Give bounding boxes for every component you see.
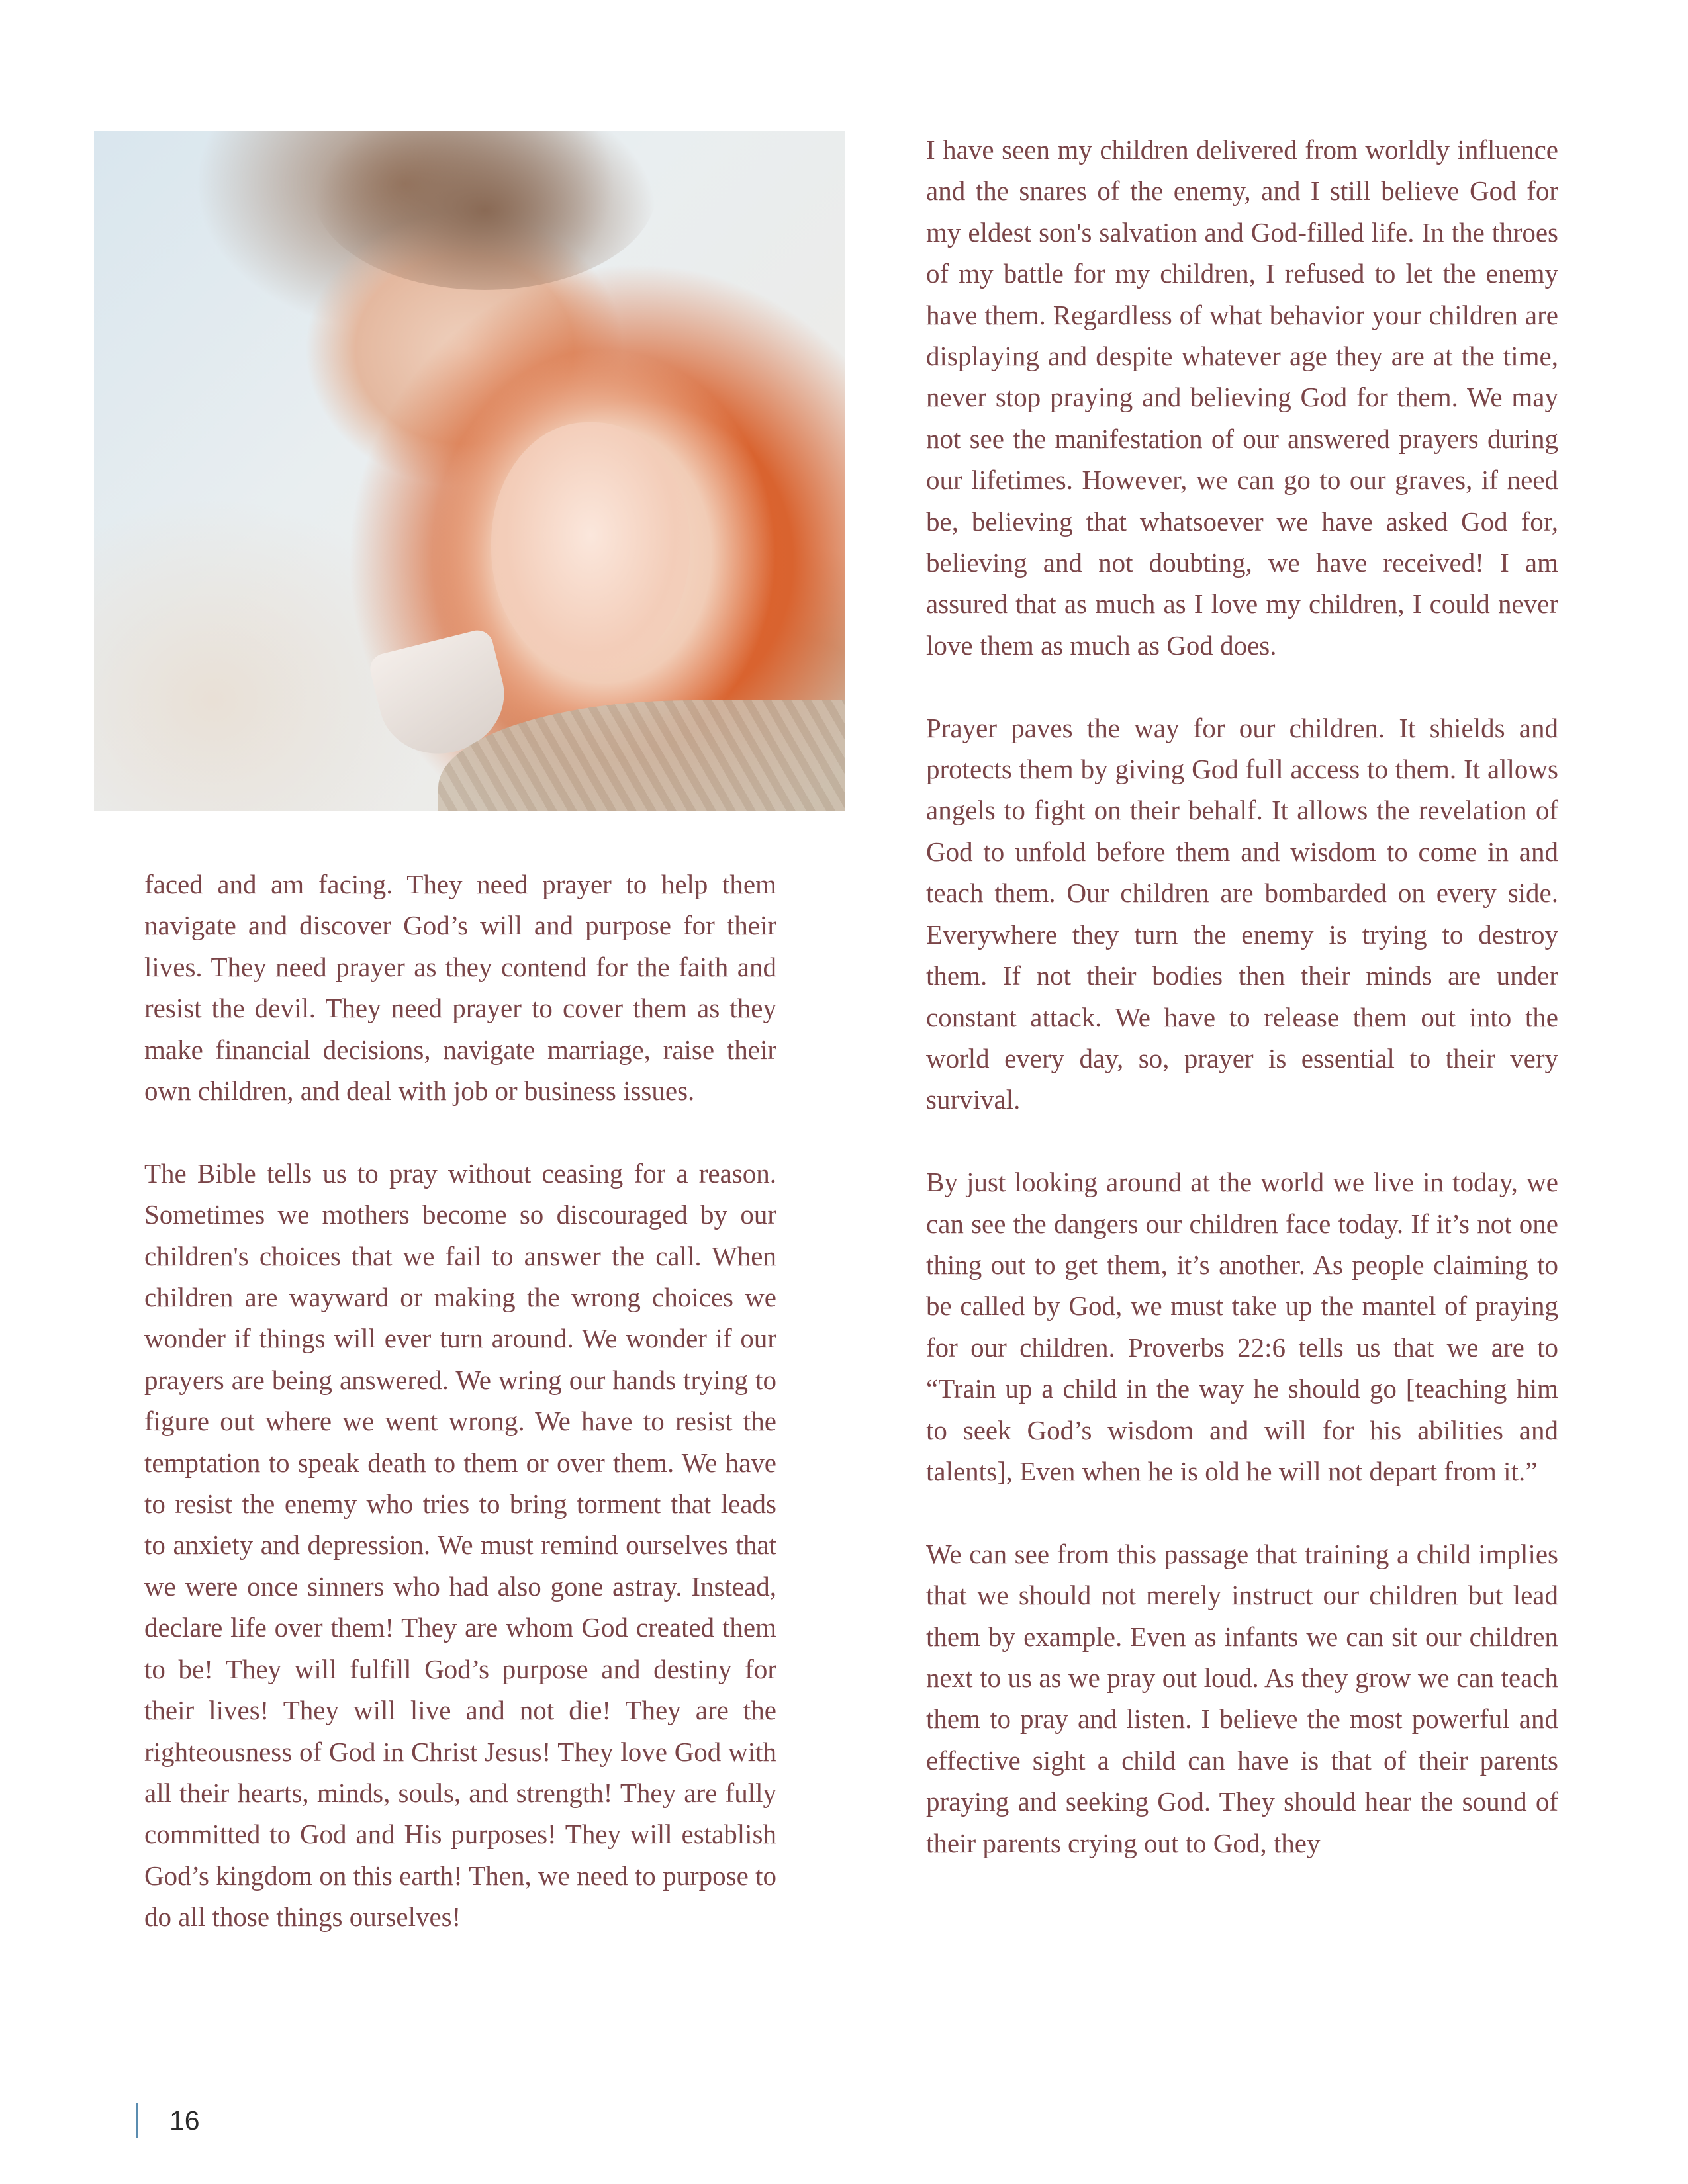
right-paragraph-1: I have seen my children delivered from worldly influence and the snares of the enemy, and I still believe God for my eldest son's salvation and God-filled life. In the throes of my battle for my children, I refused to let the enemy have them. Regardless of what behavior your children are displaying and despite whatever age they are at the time, never stop praying and believing God for them. We may not see the manifestation of our answered prayers during our lifetimes. However, we can go to our graves, if need be, believing that whatsoever we have asked God for, believing and not doubting, we have received! I am assured that as much as I love my children, I could never love them as much as God does. (926, 134, 1558, 660)
photo-hair-shape (312, 131, 657, 290)
left-paragraph-2: The Bible tells us to pray without ceasing for a reason. Sometimes we mothers become so discouraged by our children's choices that we fail to answer the call. When children are wayward or making the wrong choices we wonder if things will ever turn around. We wonder if our prayers are being answered. We wring our hands trying to figure out where we went wrong. We have to resist the temptation to speak death to them or over them. We have to resist the enemy who tries to bring torment that leads to anxiety and depression. We must remind ourselves that we were once sinners who had also gone astray. Instead, declare life over them! They are whom God created them to be! They will fulfill God’s purpose and destiny for their lives! They will live and not die! They are the righteousness of God in Christ Jesus! They love God with all their hearts, minds, souls, and strength! They are fully committed to God and His purposes! They will establish God’s kingdom on this earth! Then, we need to purpose to do all those things ourselves! (144, 1158, 776, 1933)
right-column-text (926, 129, 1558, 1864)
left-paragraph-1: faced and am facing. They need prayer to help them navigate and discover God’s will and purpose for their lives. They need prayer as they contend for the faith and resist the devil. They need prayer to cover them as they make financial decisions, navigate marriage, raise their own children, and deal with job or business issues. (144, 869, 776, 1107)
photo-sweater-shape (438, 700, 845, 811)
mother-daughter-photo (94, 131, 845, 811)
page-number: 16 (169, 2105, 200, 2136)
right-paragraph-4: We can see from this passage that training a child implies that we should not merely instruct our children but lead them by example. Even as infants we can sit our children next to us as we pray out loud. As they grow we can teach them to pray and listen. I believe the most powerful and effective sight a child can have is that of their parents praying and seeking God. They should hear the sound of their parents crying out to God, they (926, 1538, 1558, 1858)
left-column-text (144, 864, 776, 1938)
page-number-rule (136, 2103, 138, 2138)
right-paragraph-2: Prayer paves the way for our children. It shields and protects them by giving God full access to them. It allows angels to fight on their behalf. It allows the revelation of God to unfold before them and wisdom to come in and teach them. Our children are bombarded on every side. Everywhere they turn the enemy is trying to destroy them. If not their bodies then their minds are under constant attack. We have to release them out into the world every day, so, prayer is essential to their very survival. (926, 712, 1558, 1115)
photo-face-shape (491, 422, 690, 674)
right-paragraph-3: By just looking around at the world we live in today, we can see the dangers our children face today. If it’s not one thing out to get them, it’s another. As people claiming to be called by God, we must take up the mantel of praying for our children. Proverbs 22:6 tells us that we are to “Train up a child in the way he should go [teaching him to seek God’s wisdom and will for his abilities and talents], Even when he is old he will not depart from it.” (926, 1167, 1558, 1486)
